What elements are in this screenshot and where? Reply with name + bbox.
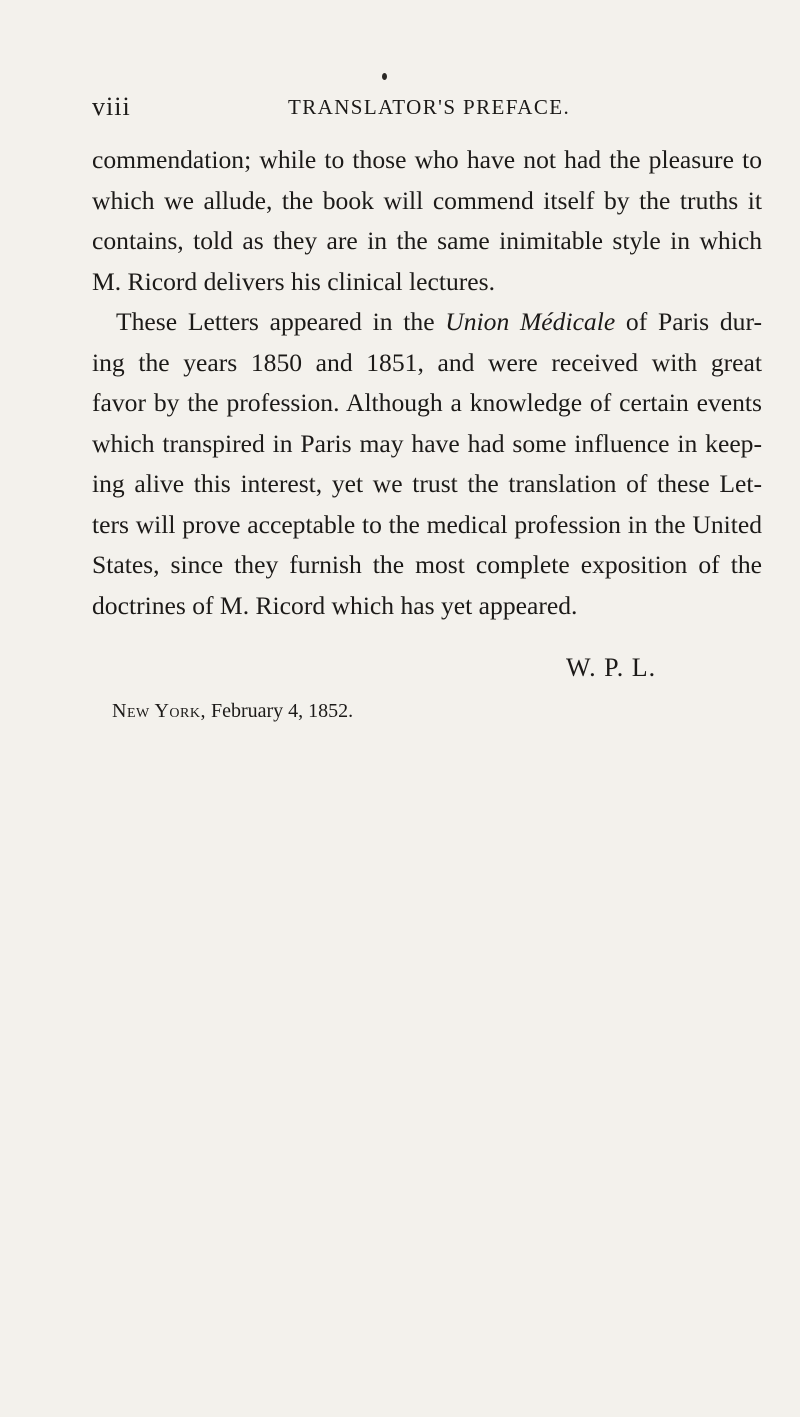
dateline-place: New York, xyxy=(112,700,206,722)
preface-body xyxy=(92,140,762,626)
running-head xyxy=(92,92,762,120)
text-line: ing alive this interest, yet we trust the translation of these Let- xyxy=(92,469,762,498)
text-line: doctrines of M. Ricord which has yet appeared. xyxy=(92,590,578,620)
text-run: These Letters appeared in the xyxy=(116,307,435,336)
text-line: ing the years 1850 and 1851, and were received with great xyxy=(92,347,762,377)
text-line: which we allude, the book will commend itself by the truths it xyxy=(92,185,762,215)
text-run: of Paris dur- xyxy=(625,307,762,336)
dateline-date: February 4, 1852. xyxy=(210,700,354,722)
text-line: States, since they furnish the most complete exposition of the xyxy=(92,550,762,579)
page-number: viii xyxy=(92,92,131,121)
text-line: contains, told as they are in the same inimitable style in which xyxy=(92,226,762,255)
text-line: which transpired in Paris may have had some influence in keep- xyxy=(92,428,762,458)
dateline xyxy=(112,700,353,723)
signature-initials: W. P. L. xyxy=(566,653,657,682)
running-title: TRANSLATOR'S PREFACE. xyxy=(288,95,571,119)
text-line-paragraph-start xyxy=(92,302,762,343)
text-line: commendation; while to those who have not had the pleasure to xyxy=(92,145,762,174)
text-line: ters will prove acceptable to the medical profession in the United xyxy=(92,509,762,539)
journal-title: Union Médicale xyxy=(445,307,616,336)
ink-speck xyxy=(382,73,387,80)
text-line: M. Ricord delivers his clinical lectures. xyxy=(92,266,495,296)
text-line: favor by the profession. Although a knowledge of certain events xyxy=(92,388,762,417)
